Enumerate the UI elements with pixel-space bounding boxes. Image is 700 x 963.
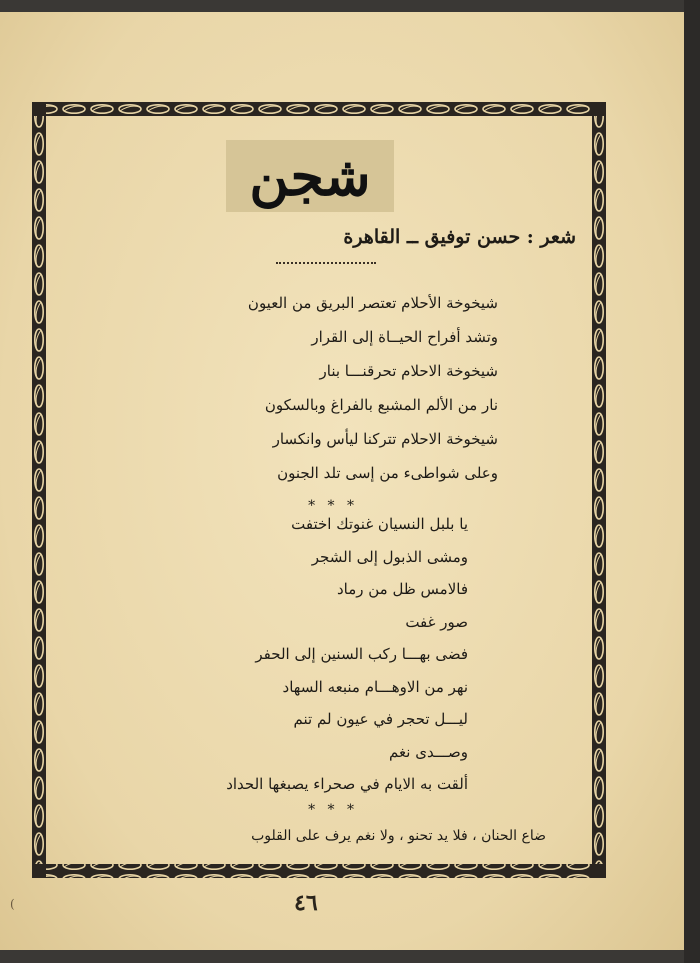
poem-byline: شعر : حسن توفيق ــ القاهرة [343, 226, 576, 248]
stanza-separator: * * * [308, 498, 358, 514]
page-number: ٤٦ [294, 890, 318, 916]
verse-line: فالامس ظل من رماد [336, 580, 468, 598]
verse-line: فضى بهـــا ركب السنين إلى الحفر [255, 645, 468, 663]
verse-line: شيخوخة الاحلام تتركنا ليأس وانكسار [272, 430, 498, 448]
margin-mark: ( [10, 897, 15, 911]
verse-line: شيخوخة الاحلام تحرقنـــا بنار [319, 362, 498, 380]
title-divider [276, 262, 376, 264]
binding-edge [684, 0, 700, 963]
verse-line: وعلى شواطىء من إسى تلد الجنون [277, 464, 498, 482]
verse-line: وصـــدى نغم [389, 742, 468, 761]
stanza-2 [48, 508, 468, 801]
stanza-1 [58, 286, 498, 522]
verse-line: ليـــل تحجر في عيون لم تنم [293, 710, 468, 728]
verse-line: شيخوخة الأحلام تعتصر البريق من العيون [247, 294, 498, 312]
page-sheet [0, 12, 689, 950]
verse-line: يا بلبل النسيان غنوتك اختفت [291, 515, 468, 533]
poem-content [32, 102, 606, 878]
verse-line: ضاع الحنان ، فلا يد تحنو ، ولا نغم يرف على القلوب [251, 828, 546, 844]
poem-title: شجن [226, 140, 394, 212]
verse-line: ألقت به الايام في صحراء يصبغها الحداد [226, 775, 468, 793]
verse-line: نار من الألم المشبع بالفراغ وبالسكون [264, 396, 498, 414]
stanza-separator: * * * [308, 802, 358, 818]
verse-line: نهر من الاوهـــام منبعه السهاد [282, 677, 468, 696]
verse-line: ومشى الذبول إلى الشجر [311, 547, 468, 566]
verse-line: وتشد أفراح الحيــاة إلى القرار [311, 328, 498, 346]
verse-line: صور غفت [405, 612, 468, 631]
